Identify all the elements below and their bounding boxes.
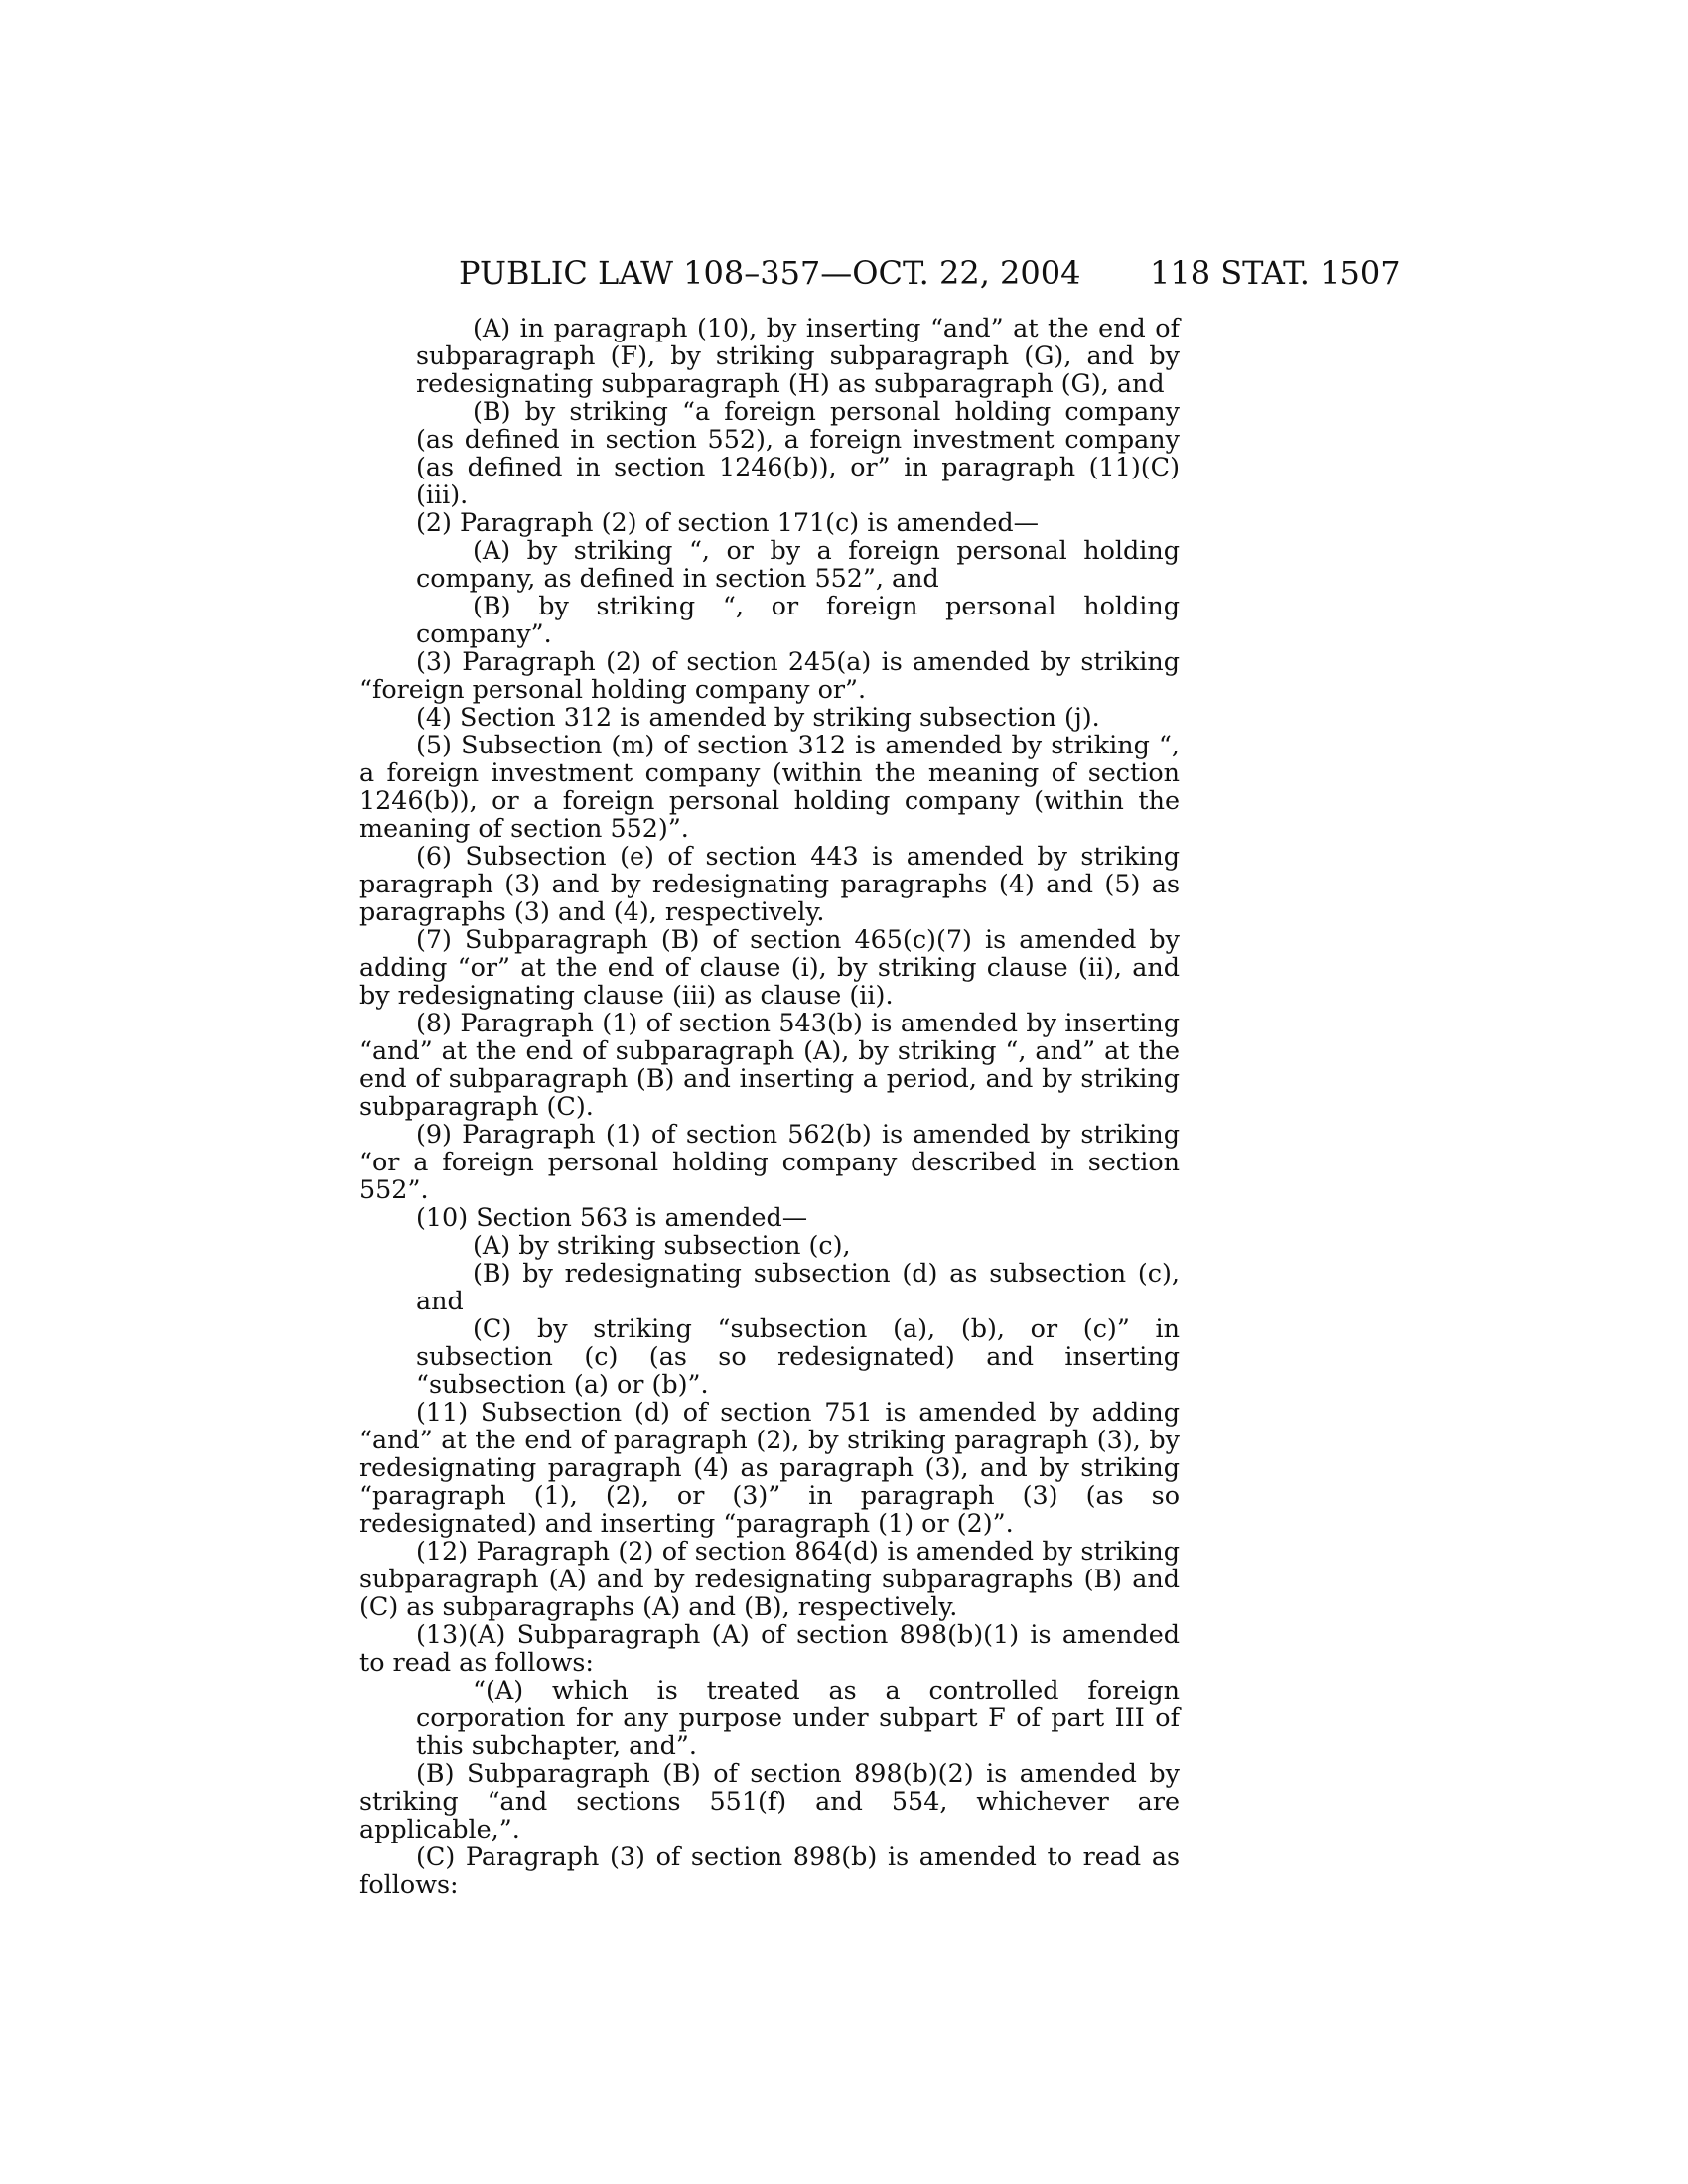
amendment-paragraph: (10) Section 563 is amended— — [416, 1202, 808, 1232]
amendment-paragraph: (3) Paragraph (2) of section 245(a) is amended by striking “foreign personal holding company or”. — [359, 646, 1180, 704]
quoted-text: “(A) which is treated as a controlled foreign corporation for any purpose under subpart F of part III of this subchapter, and”. — [416, 1675, 1180, 1760]
amendment-paragraph: (8) Paragraph (1) of section 543(b) is amended by inserting “and” at the end of subparagraph (A), by striking “, and” at the end of subparagraph (B) and inserting a period, and by striking subparagraph (C). — [359, 1008, 1180, 1121]
amendment-paragraph: (B) by striking “, or foreign personal holding company”. — [416, 591, 1180, 648]
amendment-paragraph: (A) in paragraph (10), by inserting “and” at the end of subparagraph (F), by striking subparagraph (G), and by redesignating subparagraph (H) as subparagraph (G), and — [416, 313, 1180, 398]
amendment-paragraph: (C) by striking “subsection (a), (b), or (c)” in subsection (c) (as so redesignated) and inserting “subsection (a) or (b)”. — [416, 1313, 1180, 1399]
document-body — [359, 314, 1180, 1898]
amendment-paragraph: (B) Subparagraph (B) of section 898(b)(2) is amended by striking “and sections 551(f) and 554, whichever are applicable,”. — [359, 1758, 1180, 1843]
statute-page-number: 118 STAT. 1507 — [1150, 254, 1401, 292]
amendment-paragraph: (4) Section 312 is amended by striking subsection (j). — [416, 702, 1100, 732]
amendment-paragraph: (A) by striking “, or by a foreign personal holding company, as defined in section 552”, and — [416, 535, 1180, 593]
amendment-paragraph: (B) by redesignating subsection (d) as subsection (c), and — [416, 1258, 1180, 1315]
amendment-paragraph: (6) Subsection (e) of section 443 is amended by striking paragraph (3) and by redesignating paragraphs (4) and (5) as paragraphs (3) and (4), respectively. — [359, 841, 1180, 926]
amendment-paragraph: (5) Subsection (m) of section 312 is amended by striking “, a foreign investment company (within the meaning of section 1246(b)), or a foreign personal holding company (within the meaning of section 552)”. — [359, 730, 1180, 843]
amendment-paragraph: (9) Paragraph (1) of section 562(b) is amended by striking “or a foreign personal holding company described in section 552”. — [359, 1119, 1180, 1204]
amendment-paragraph: (13)(A) Subparagraph (A) of section 898(b)(1) is amended to read as follows: — [359, 1619, 1180, 1677]
amendment-paragraph: (7) Subparagraph (B) of section 465(c)(7) is amended by adding “or” at the end of clause (i), by striking clause (ii), and by redesignating clause (iii) as clause (ii). — [359, 924, 1180, 1010]
amendment-paragraph: (C) Paragraph (3) of section 898(b) is amended to read as follows: — [359, 1842, 1180, 1899]
amendment-paragraph: (11) Subsection (d) of section 751 is amended by adding “and” at the end of paragraph (2), by striking paragraph (3), by redesignating paragraph (4) as paragraph (3), and by striking “paragraph (1), (2), or (3)” in paragraph (3) (as so redesignated) and inserting “paragraph (1) or (2)”. — [359, 1397, 1180, 1538]
public-law-citation: PUBLIC LAW 108–357—OCT. 22, 2004 — [459, 254, 1081, 292]
amendment-paragraph: (B) by striking “a foreign personal holding company (as defined in section 552), a foreign investment company (as defined in section 1246(b)), or” in paragraph (11)(C)(iii). — [416, 396, 1180, 509]
amendment-paragraph: (A) by striking subsection (c), — [473, 1230, 851, 1260]
amendment-paragraph: (2) Paragraph (2) of section 171(c) is amended— — [416, 507, 1040, 537]
amendment-paragraph: (12) Paragraph (2) of section 864(d) is amended by striking subparagraph (A) and by redesignating subparagraphs (B) and (C) as subparagraphs (A) and (B), respectively. — [359, 1536, 1180, 1621]
running-header — [0, 250, 1688, 296]
